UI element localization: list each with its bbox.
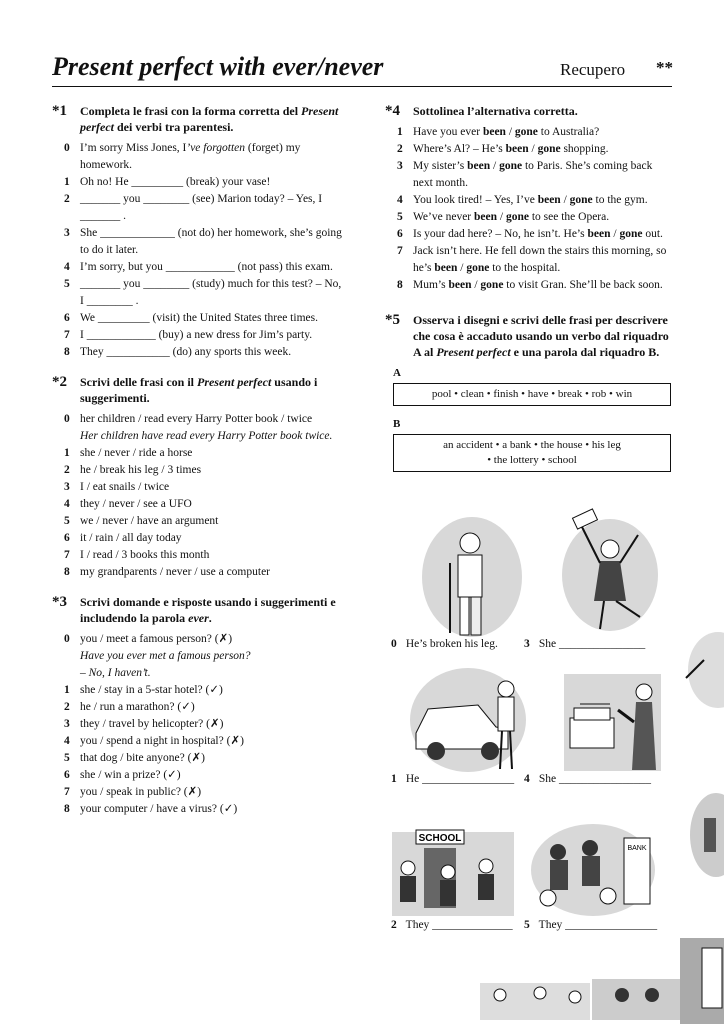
item-text: they / never / see a UFO bbox=[80, 498, 192, 510]
choice-been[interactable]: been bbox=[474, 211, 498, 223]
item-text: you / spend a night in hospital? (✗) bbox=[80, 735, 244, 747]
example-item: 0 I’m sorry Miss Jones, I’ve forgotten (forget) my homework. bbox=[64, 142, 301, 171]
choice-been[interactable]: been bbox=[482, 126, 506, 138]
school-sign: SCHOOL bbox=[418, 833, 462, 844]
item-number: 7 bbox=[397, 245, 403, 257]
list-item bbox=[52, 801, 342, 818]
box-a-label: A bbox=[393, 367, 401, 379]
list-item bbox=[52, 682, 342, 699]
exercise-number: *3 bbox=[52, 594, 67, 610]
exercise-instruction: Sottolinea l’alternativa corretta. bbox=[413, 104, 578, 118]
choice-gone[interactable]: gone bbox=[619, 228, 643, 240]
scan-fragment-right-2 bbox=[682, 790, 724, 880]
example-item: 0 you / meet a famous person? (✗) Have you ever met a famous person? – No, I haven’t. bbox=[64, 633, 251, 679]
list-item bbox=[52, 716, 342, 733]
exercise-2 bbox=[52, 374, 342, 581]
page-title: Present perfect with ever/never bbox=[52, 52, 384, 81]
item-text: we / never / have an argument bbox=[80, 515, 219, 527]
exercise-number: *4 bbox=[385, 103, 400, 119]
item-number: 6 bbox=[397, 228, 403, 240]
item-number: 4 bbox=[64, 261, 70, 273]
page-header bbox=[52, 52, 672, 87]
exercise-number: *1 bbox=[52, 103, 67, 119]
exercise-5 bbox=[385, 312, 675, 472]
item-number: 1 bbox=[397, 126, 403, 138]
item-number: 7 bbox=[64, 786, 70, 798]
list-item bbox=[385, 141, 675, 158]
list-item bbox=[52, 750, 342, 767]
choice-gone[interactable]: gone bbox=[480, 279, 504, 291]
list-item bbox=[52, 445, 342, 462]
list-item bbox=[52, 513, 342, 530]
item-text: She _____________ (not do) her homework, she’s going to do it later. bbox=[80, 227, 342, 256]
list-item bbox=[385, 277, 675, 294]
item-text: my grandparents / never / use a computer bbox=[80, 566, 271, 578]
right-column bbox=[385, 103, 675, 485]
item-text: you / speak in public? (✗) bbox=[80, 786, 202, 798]
caption-1: 1 He ________________ bbox=[391, 773, 515, 785]
list-item bbox=[52, 479, 342, 496]
item-text: it / rain / all day today bbox=[80, 532, 182, 544]
caption-5: 5 They ________________ bbox=[524, 919, 658, 931]
item-number: 8 bbox=[397, 279, 403, 291]
choice-gone[interactable]: gone bbox=[466, 262, 490, 274]
list-item bbox=[52, 530, 342, 547]
item-text: I / eat snails / twice bbox=[80, 481, 170, 493]
item-number: 6 bbox=[64, 769, 70, 781]
item-number: 5 bbox=[64, 278, 70, 290]
list-item bbox=[52, 174, 342, 191]
bank-sign: BANK bbox=[627, 845, 647, 852]
item-text: she / stay in a 5-star hotel? (✓) bbox=[80, 684, 223, 696]
caption-4: 4 She ________________ bbox=[524, 773, 651, 785]
item-number: 3 bbox=[64, 481, 70, 493]
choice-gone[interactable]: gone bbox=[499, 160, 523, 172]
exercise-1 bbox=[52, 103, 342, 361]
item-text: They ___________ (do) any sports this week. bbox=[80, 346, 292, 358]
list-item bbox=[52, 784, 342, 801]
list-item bbox=[52, 225, 342, 259]
picture-0-broken-leg bbox=[420, 515, 525, 640]
item-text: that dog / bite anyone? (✗) bbox=[80, 752, 205, 764]
word-box-b: an accident • a bank • the house • his leg • the lottery • school bbox=[393, 434, 671, 472]
box-b-label: B bbox=[393, 418, 401, 430]
list-item bbox=[385, 124, 675, 141]
item-text: she / win a prize? (✓) bbox=[80, 769, 181, 781]
list-item bbox=[52, 327, 342, 344]
item-text: Mum’s been / gone to visit Gran. She’ll be back soon. bbox=[413, 279, 663, 291]
caption-3: 3 She _______________ bbox=[524, 638, 646, 650]
scan-fragment-bottom-2 bbox=[592, 975, 680, 1020]
caption-2: 2 They ______________ bbox=[391, 919, 513, 931]
list-item bbox=[52, 496, 342, 513]
item-number: 3 bbox=[64, 718, 70, 730]
exercise-instruction: Scrivi delle frasi con il Present perfect usando i suggerimenti. bbox=[80, 375, 318, 405]
picture-2-school bbox=[388, 818, 518, 918]
item-text: he / break his leg / 3 times bbox=[80, 464, 202, 476]
scan-fragment-bottom-1 bbox=[480, 975, 590, 1020]
choice-been[interactable]: been bbox=[537, 194, 561, 206]
list-item bbox=[52, 564, 342, 581]
item-text: _______ you ________ (study) much for this test? – No, I ________ . bbox=[80, 278, 342, 307]
item-number: 5 bbox=[397, 211, 403, 223]
choice-gone[interactable]: gone bbox=[537, 143, 561, 155]
choice-been[interactable]: been bbox=[448, 279, 472, 291]
list-item bbox=[385, 209, 675, 226]
item-number: 7 bbox=[64, 329, 70, 341]
choice-been[interactable]: been bbox=[467, 160, 491, 172]
word-box-a: pool • clean • finish • have • break • rob • win bbox=[393, 383, 671, 406]
scan-fragment-right-3 bbox=[680, 938, 724, 1024]
exercise-instruction: Completa le frasi con la forma corretta del Present perfect dei verbi tra parentesi. bbox=[80, 104, 339, 134]
item-text: We _________ (visit) the United States three times. bbox=[80, 312, 318, 324]
picture-3-lottery bbox=[560, 505, 660, 635]
list-item bbox=[52, 547, 342, 564]
item-number: 6 bbox=[64, 532, 70, 544]
item-text: they / travel by helicopter? (✗) bbox=[80, 718, 224, 730]
item-text: Have you ever been / gone to Australia? bbox=[413, 126, 600, 138]
exercise-4 bbox=[385, 103, 675, 294]
item-number: 3 bbox=[397, 160, 403, 172]
item-number: 4 bbox=[64, 735, 70, 747]
difficulty-stars: ** bbox=[656, 58, 673, 77]
item-number: 2 bbox=[64, 464, 70, 476]
item-number: 2 bbox=[397, 143, 403, 155]
list-item bbox=[52, 191, 342, 225]
exercise-3 bbox=[52, 594, 342, 818]
exercise-instruction: Scrivi domande e risposte usando i suggerimenti e includendo la parola ever. bbox=[80, 595, 336, 625]
item-number: 4 bbox=[64, 498, 70, 510]
exercise-3-items bbox=[52, 682, 342, 818]
item-text: I’m sorry, but you ____________ (not pass) this exam. bbox=[80, 261, 333, 273]
choice-been[interactable]: been bbox=[505, 143, 529, 155]
exercise-number: *2 bbox=[52, 374, 67, 390]
item-text: I ____________ (buy) a new dress for Jim’s party. bbox=[80, 329, 313, 341]
choice-been[interactable]: been bbox=[587, 228, 611, 240]
item-number: 8 bbox=[64, 803, 70, 815]
exercise-instruction: Osserva i disegni e scrivi delle frasi per descrivere che cosa è accaduto usando un verbo dal riquadro A al Present perfect e una parola dal riquadro B. bbox=[413, 313, 669, 359]
list-item bbox=[52, 344, 342, 361]
choice-been[interactable]: been bbox=[434, 262, 458, 274]
item-text: your computer / have a virus? (✓) bbox=[80, 803, 238, 815]
exercise-4-items bbox=[385, 124, 675, 294]
item-text: he / run a marathon? (✓) bbox=[80, 701, 195, 713]
item-text: Jack isn’t here. He fell down the stairs this morning, so he’s been / gone to the hospital. bbox=[413, 245, 667, 274]
item-number: 6 bbox=[64, 312, 70, 324]
item-number: 1 bbox=[64, 684, 70, 696]
item-number: 8 bbox=[64, 566, 70, 578]
item-number: 1 bbox=[64, 176, 70, 188]
list-item bbox=[385, 192, 675, 209]
item-text: My sister’s been / gone to Paris. She’s coming back next month. bbox=[413, 160, 653, 189]
example-item: 0 her children / read every Harry Potter book / twice Her children have read every Harry Potter book twice. bbox=[64, 413, 333, 442]
list-item bbox=[52, 767, 342, 784]
item-text: Is your dad here? – No, he isn’t. He’s been / gone out. bbox=[413, 228, 663, 240]
choice-gone[interactable]: gone bbox=[569, 194, 593, 206]
item-number: 7 bbox=[64, 549, 70, 561]
scan-fragment-right-1 bbox=[678, 630, 724, 710]
item-number: 2 bbox=[64, 701, 70, 713]
item-text: Oh no! He _________ (break) your vase! bbox=[80, 176, 271, 188]
list-item bbox=[385, 158, 675, 192]
item-number: 5 bbox=[64, 752, 70, 764]
item-text: We’ve never been / gone to see the Opera. bbox=[413, 211, 610, 223]
item-text: she / never / ride a horse bbox=[80, 447, 193, 459]
item-number: 3 bbox=[64, 227, 70, 239]
list-item bbox=[52, 259, 342, 276]
item-text: I / read / 3 books this month bbox=[80, 549, 210, 561]
list-item bbox=[52, 733, 342, 750]
exercise-number: *5 bbox=[385, 312, 400, 328]
list-item bbox=[52, 462, 342, 479]
list-item bbox=[52, 310, 342, 327]
choice-gone[interactable]: gone bbox=[505, 211, 529, 223]
caption-0: 0 He’s broken his leg. bbox=[391, 638, 498, 650]
item-text: You look tired! – Yes, I’ve been / gone to the gym. bbox=[413, 194, 648, 206]
item-number: 2 bbox=[64, 193, 70, 205]
item-number: 1 bbox=[64, 447, 70, 459]
left-column bbox=[52, 103, 342, 831]
list-item bbox=[52, 276, 342, 310]
list-item bbox=[52, 699, 342, 716]
exercise-2-items bbox=[52, 445, 342, 581]
picture-1-accident bbox=[408, 665, 528, 775]
list-item bbox=[385, 226, 675, 243]
item-number: 4 bbox=[397, 194, 403, 206]
item-text: _______ you ________ (see) Marion today? – Yes, I _______ . bbox=[80, 193, 323, 222]
section-label: Recupero bbox=[560, 60, 626, 79]
item-number: 5 bbox=[64, 515, 70, 527]
list-item bbox=[385, 243, 675, 277]
picture-4-clean-house bbox=[560, 670, 665, 775]
item-text: Where’s Al? – He’s been / gone shopping. bbox=[413, 143, 609, 155]
item-number: 8 bbox=[64, 346, 70, 358]
choice-gone[interactable]: gone bbox=[514, 126, 538, 138]
picture-5-bank bbox=[528, 818, 658, 918]
exercise-1-items bbox=[52, 174, 342, 361]
